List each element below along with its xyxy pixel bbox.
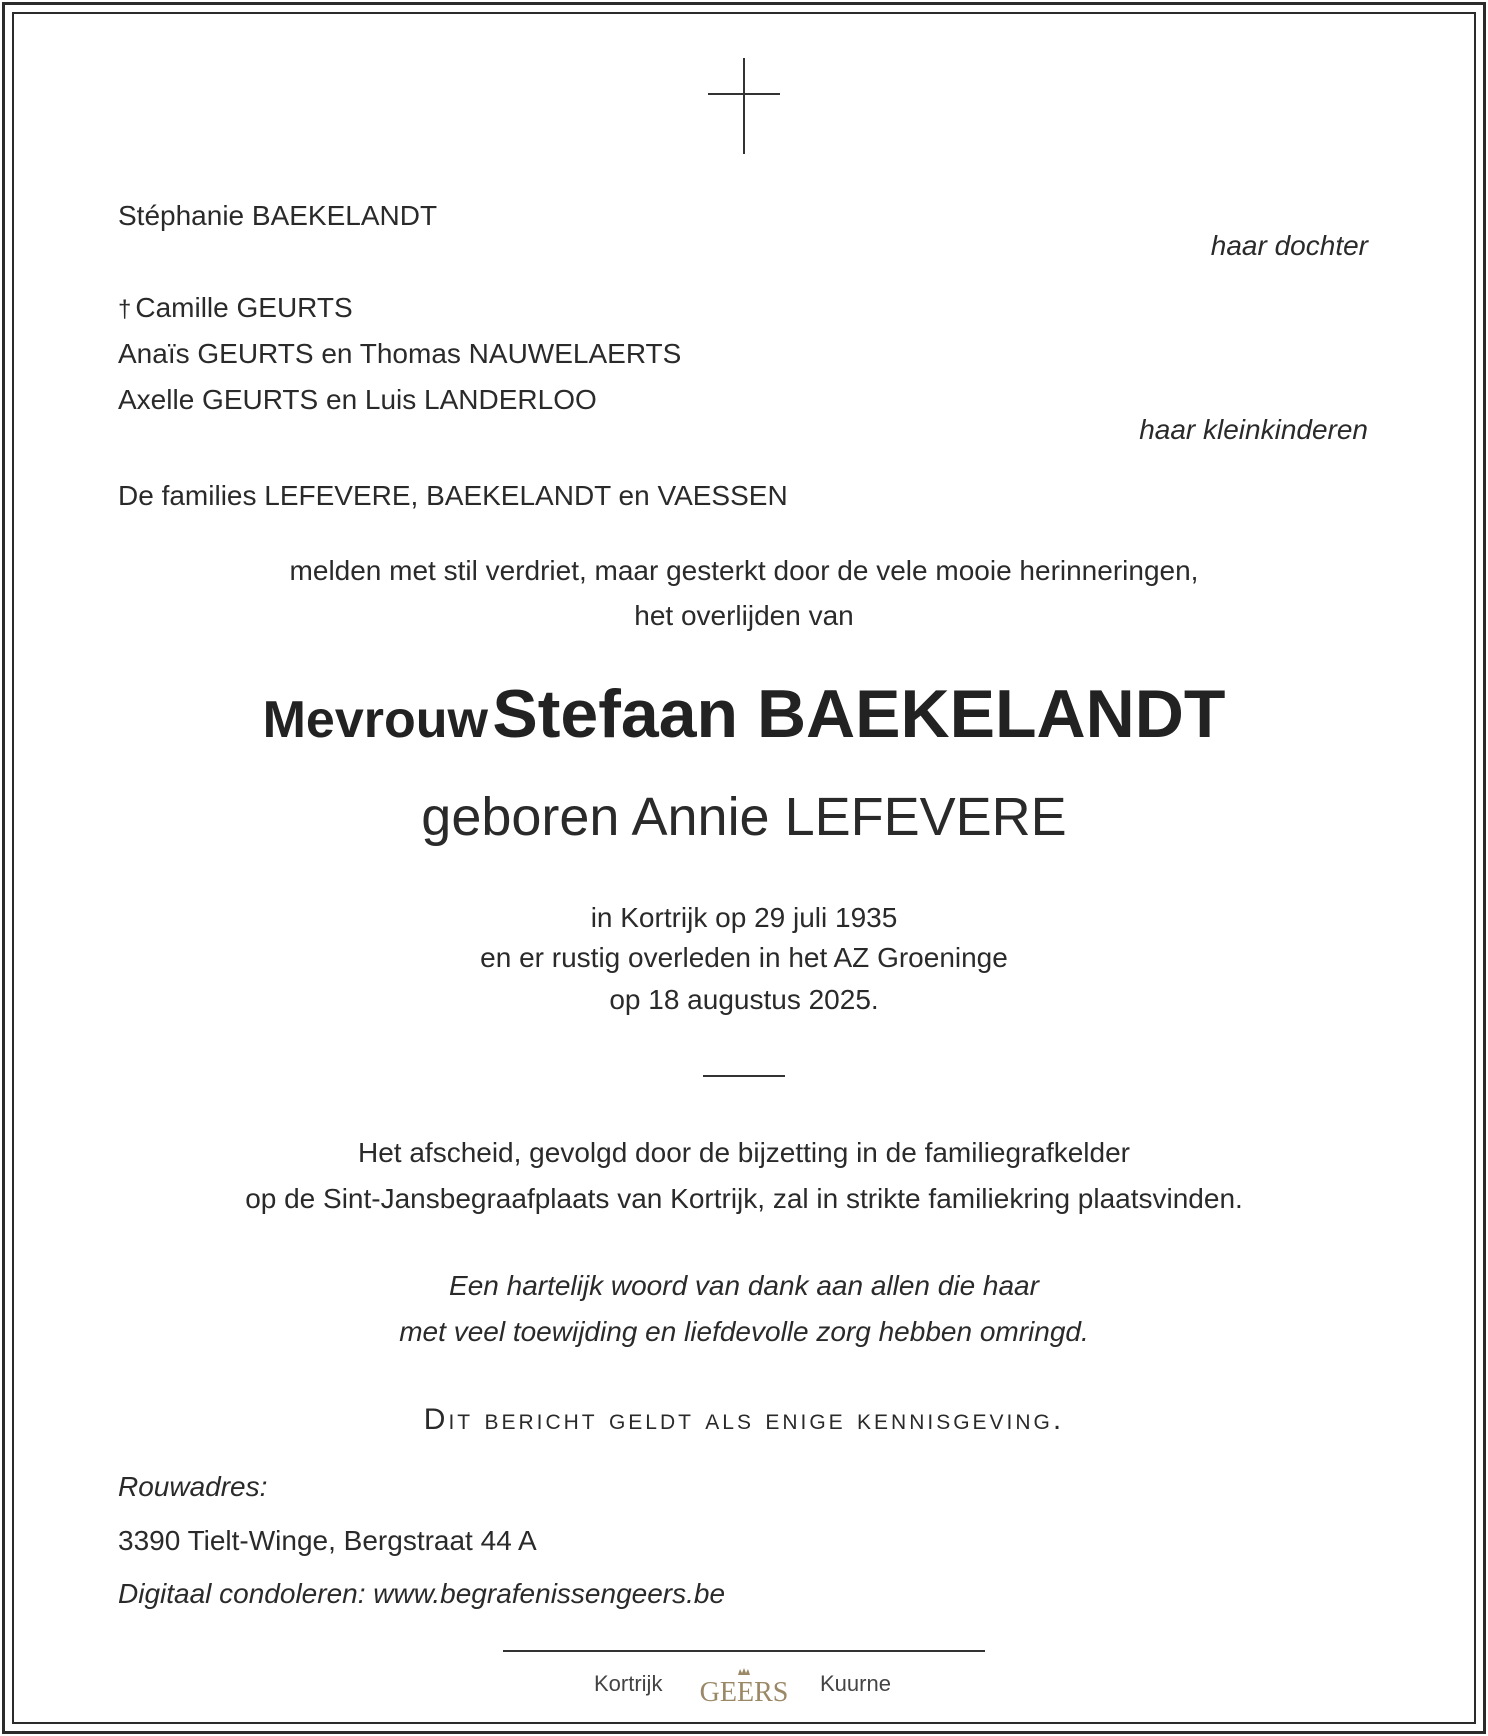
daughter-name: Stéphanie BAEKELANDT — [118, 200, 438, 231]
crown-icon — [738, 1668, 750, 1675]
inner-border — [12, 12, 1476, 1724]
condolences-line: Digitaal condoleren: www.begrafenissengeers.be — [118, 1578, 726, 1609]
divider-short — [703, 1075, 785, 1077]
thanks-line-2: met veel toewijding en liefdevolle zorg hebben omringd. — [399, 1316, 1089, 1347]
rouwadres-label: Rouwadres: — [118, 1471, 268, 1502]
grandchild-3: Axelle GEURTS en Luis LANDERLOO — [118, 384, 597, 415]
born-as: geboren Annie LEFEVERE — [421, 787, 1067, 847]
grandchildren-role: haar kleinkinderen — [1139, 414, 1368, 445]
geers-logo — [694, 1665, 794, 1705]
divider-long — [503, 1650, 985, 1652]
dagger-icon: † — [118, 296, 132, 323]
brand-name: GEERS — [699, 1677, 789, 1705]
daughter-role: haar dochter — [1210, 230, 1368, 261]
footer-town-right: Kuurne — [820, 1671, 891, 1696]
deceased-title — [0, 676, 1488, 752]
farewell-line-1: Het afscheid, gevolgd door de bijzetting in de familiegrafkelder — [357, 1137, 1130, 1168]
detail-birth: in Kortrijk op 29 juli 1935 — [590, 902, 898, 933]
deceased-name: Stefaan BAEKELANDT — [492, 676, 1226, 752]
detail-death-place: en er rustig overleden in het AZ Groeninge — [480, 942, 1008, 973]
grandchild-1: † Camille GEURTS — [118, 292, 353, 323]
announcement-line-1: melden met stil verdriet, maar gesterkt door de vele mooie herinneringen, — [289, 555, 1199, 586]
farewell-line-2: op de Sint-Jansbegraafplaats van Kortrijk, zal in strikte familiekring plaatsvinden. — [245, 1183, 1243, 1214]
detail-death-date: op 18 augustus 2025. — [609, 984, 879, 1015]
families-line: De families LEFEVERE, BAEKELANDT en VAESSEN — [118, 480, 788, 511]
footer-town-left: Kortrijk — [594, 1671, 663, 1696]
rouwadres-address: 3390 Tielt-Winge, Bergstraat 44 A — [118, 1525, 537, 1556]
announcement-line-2: het overlijden van — [634, 600, 854, 631]
deceased-prefix: Mevrouw — [262, 691, 488, 749]
thanks-line-1: Een hartelijk woord van dank aan allen die haar — [449, 1270, 1039, 1301]
grandchild-2: Anaïs GEURTS en Thomas NAUWELAERTS — [118, 338, 682, 369]
notice: Dit bericht geldt als enige kennisgeving. — [423, 1403, 1065, 1436]
